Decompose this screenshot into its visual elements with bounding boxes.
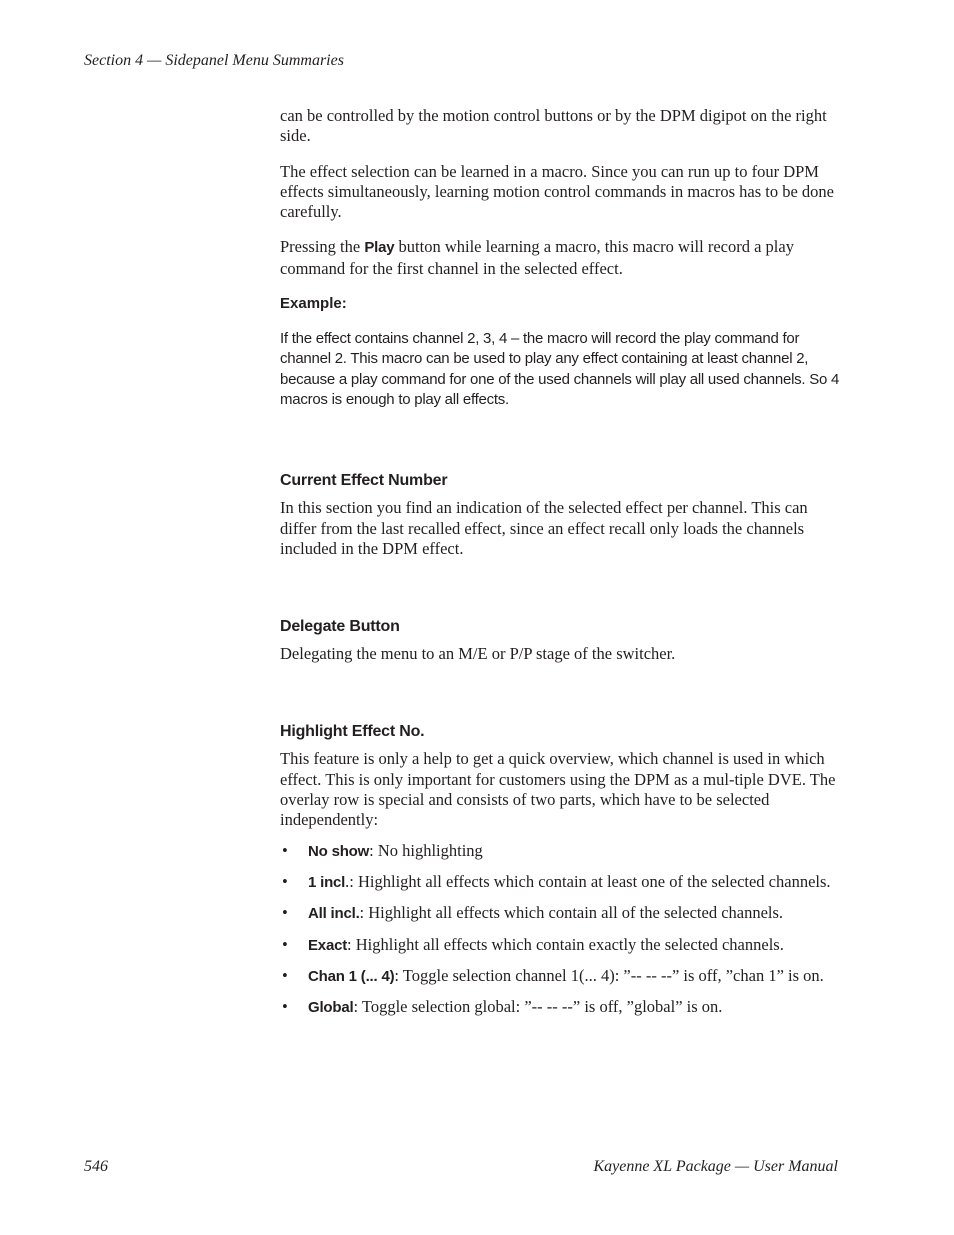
option-term: No show (308, 842, 370, 860)
play-paragraph-rest: button while learning a macro, this macro will record a play command for the first channel in the selected effect. (280, 237, 794, 278)
section-heading-delegate-button: Delegate Button (280, 618, 400, 636)
bullet-icon: • (282, 997, 288, 1017)
page-number: 546 (84, 1158, 108, 1175)
section-heading-current-effect-number: Current Effect Number (280, 472, 448, 490)
option-description: : Highlight all effects which contain all of the selected channels. (359, 903, 784, 923)
intro-paragraph-continued: can be controlled by the motion control buttons or by the DPM digipot on the right side. (280, 106, 827, 146)
highlight-options-list (280, 841, 842, 1019)
page-content (280, 106, 842, 1018)
option-description: : No highlighting (369, 840, 483, 860)
bullet-icon: • (282, 965, 288, 985)
option-description: : Toggle selection channel 1(... 4): ”-- -- --” is off, ”chan 1” is on. (394, 965, 824, 985)
option-term: All incl. (308, 905, 360, 923)
macro-learning-paragraph: The effect selection can be learned in a macro. Since you can run up to four DPM effects simultaneously, learning motion control commands in macros has to be done carefully. (280, 161, 834, 222)
book-title: Kayenne XL Package — User Manual (593, 1158, 838, 1175)
list-item (280, 966, 842, 987)
play-term: Play (364, 239, 395, 257)
example-label: Example: (280, 295, 347, 313)
current-effect-number-text: In this section you find an indication of the selected effect per channel. This can differ from the last recalled effect, since an effect recall only loads the channels included in the DPM effect. (280, 498, 808, 558)
option-term: Exact (308, 936, 348, 954)
example-text: If the effect contains channel 2, 3, 4 – the macro will record the play command for channel 2. This macro can be used to play any effect containing at least channel 2, because a play command for one of the used channels will play all used channels. So 4 macros is enough to play all effects. (280, 330, 840, 408)
option-description: .: Highlight all effects which contain at least one of the selected channels. (345, 871, 831, 891)
bullet-icon: • (282, 871, 288, 891)
list-item (280, 997, 842, 1018)
highlight-effect-no-text: This feature is only a help to get a quick overview, which channel is used in which effect. This is only important for customers using the DPM as a mul-tiple DVE. The overlay row is special and consists of two parts, which have to be selected independently: (280, 749, 836, 830)
list-item (280, 872, 842, 893)
bullet-icon: • (282, 840, 288, 860)
play-button-paragraph (280, 237, 842, 279)
section-heading-highlight-effect-no: Highlight Effect No. (280, 723, 425, 741)
option-description: : Toggle selection global: ”-- -- --” is off, ”global” is on. (353, 997, 723, 1017)
option-term: 1 incl (308, 873, 346, 891)
play-paragraph-lead: Pressing the (280, 237, 365, 257)
bullet-icon: • (282, 934, 288, 954)
list-item (280, 841, 842, 862)
list-item (280, 935, 842, 956)
option-description: : Highlight all effects which contain exactly the selected channels. (347, 934, 784, 954)
option-term: Chan 1 (... 4) (308, 967, 395, 985)
delegate-button-text: Delegating the menu to an M/E or P/P stage of the switcher. (280, 644, 676, 664)
list-item (280, 903, 842, 924)
bullet-icon: • (282, 903, 288, 923)
running-head: Section 4 — Sidepanel Menu Summaries (84, 52, 344, 69)
option-term: Global (308, 999, 354, 1017)
